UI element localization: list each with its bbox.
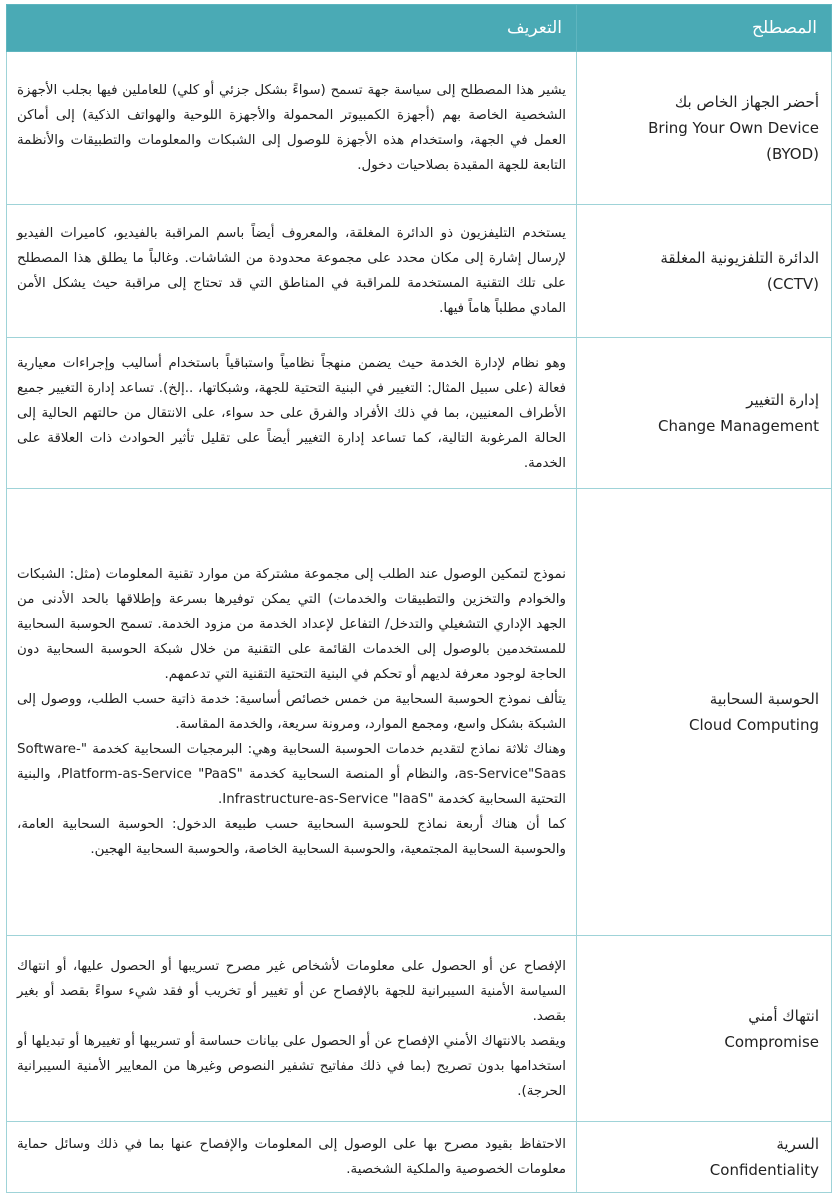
table-header-row: [7, 5, 832, 52]
term-english: Compromise: [724, 1032, 819, 1051]
term-abbreviation: (BYOD): [766, 145, 819, 163]
glossary-table: [6, 4, 832, 1193]
term-english: Cloud Computing: [689, 716, 819, 734]
term-arabic: انتهاك أمني: [748, 1006, 819, 1025]
term-english: Change Management: [657, 417, 819, 435]
table-row: [7, 936, 832, 1122]
definition-cell: [7, 489, 577, 936]
definition-paragraph: يستخدم التليفزيون ذو الدائرة المغلقة، والمعروف أيضاً باسم المراقبة بالفيديو، كاميرات الفيديو لإرسال إشارة إلى مكان محدد على مجموعة محدودة من الشاشات. وغالباً ما يطلق هذا المصطلح على تلك التقنية المستخدمة للمراقبة في المناطق التي قد تحتاج إلى مراقبة حيث يشكل الأمن المادي مطلباً هاماً فيها.: [17, 226, 566, 316]
term-cell: [577, 338, 832, 489]
definition-cell: [7, 1122, 577, 1193]
term-cell: [577, 52, 832, 205]
definition-paragraph: كما أن هناك أربعة نماذج للحوسبة السحابية حسب طبيعة الدخول: الحوسبة السحابية العامة، والحوسبة السحابية المجتمعية، والحوسبة السحابية الخاصة، والحوسبة السحابية الهجين.: [17, 817, 566, 857]
table-row: [7, 489, 832, 936]
definition-paragraph: الإفصاح عن أو الحصول على معلومات لأشخاص غير مصرح تسريبها أو الحصول عليها، أو انتهاك السياسة الأمنية السيبرانية للجهة بالإفصاح عن أو تغيير أو تخريب أو فقد شيء سواءً بقصد أو بغير بقصد.: [17, 958, 566, 1024]
definition-cell: [7, 205, 577, 338]
definition-paragraph: نموذج لتمكين الوصول عند الطلب إلى مجموعة مشتركة من موارد تقنية المعلومات (مثل: الشبكات والخوادم والتخزين والتطبيقات والخدمات) التي يمكن توفيرها بسرعة وإطلاقها بالحد الأدنى من الجهد الإداري التشغيلي والتدخل/ التفاعل لإعداد الخدمة من مزود الخدمة. تسمح الحوسبة السحابية للمستخدمين بالوصول إلى الخدمات القائمة على التقنية من خلال شبكة الحوسبة السحابية دون الحاجة لوجود معرفة لديهم أو تحكم في البنية التحتية التقنية التي تدعمهم.: [17, 567, 566, 682]
table-row: [7, 52, 832, 205]
term-cell: [577, 205, 832, 338]
term-cell: [577, 1122, 832, 1193]
term-cell: [577, 489, 832, 936]
table-row: [7, 1122, 832, 1193]
definition-paragraph: وهناك ثلاثة نماذج لتقديم خدمات الحوسبة السحابية وهي: البرمجيات السحابية كخدمة "Software-as-Service"Saas، والنظام أو المنصة السحابية كخدمة "Platform-as-Service "PaaS، والبنية التحتية السحابية كخدمة "Infrastructure-as-Service "IaaS.: [17, 742, 567, 807]
definition-cell: [7, 936, 577, 1122]
definition-paragraph: الاحتفاظ بقيود مصرح بها على الوصول إلى المعلومات والإفصاح عنها بما في ذلك وسائل حماية معلومات الخصوصية والملكية الشخصية.: [17, 1137, 566, 1177]
term-arabic: إدارة التغيير: [746, 391, 819, 409]
definition-column-header: التعريف: [7, 5, 577, 52]
table-row: [7, 205, 832, 338]
glossary-page: [0, 4, 832, 1204]
term-arabic: السرية: [776, 1135, 819, 1153]
term-arabic: أحضر الجهاز الخاص بك: [674, 93, 819, 111]
term-arabic: الدائرة التلفزيونية المغلقة: [660, 249, 819, 267]
term-column-header: المصطلح: [577, 5, 832, 52]
definition-cell: [7, 52, 577, 205]
term-english: Confidentiality: [709, 1161, 819, 1179]
term-cell: [577, 936, 832, 1122]
table-row: [7, 338, 832, 489]
term-arabic: الحوسبة السحابية: [709, 690, 819, 708]
term-english: Bring Your Own Device: [648, 119, 819, 137]
definition-paragraph: يشير هذا المصطلح إلى سياسة جهة تسمح (سواءً بشكل جزئي أو كلي) للعاملين فيها بجلب الأجهزة الشخصية الخاصة بهم (أجهزة الكمبيوتر المحمولة والأجهزة اللوحية والهواتف الذكية) إلى أماكن العمل في الجهة، واستخدام هذه الأجهزة للوصول إلى الشبكات والمعلومات والتطبيقات والأنظمة التابعة للجهة المقيدة بصلاحيات دخول.: [17, 83, 566, 173]
term-abbreviation: (CCTV): [766, 275, 819, 293]
definition-paragraph: يتألف نموذج الحوسبة السحابية من خمس خصائص أساسية: خدمة ذاتية حسب الطلب، ووصول إلى الشبكة بشكل واسع، ومجمع الموارد، ومرونة سريعة، والخدمة المقاسة.: [17, 692, 566, 732]
definition-paragraph: وهو نظام لإدارة الخدمة حيث يضمن منهجاً نظامياً واستباقياً باستخدام أساليب وإجراءات معيارية فعالة (على سبيل المثال: التغيير في البنية التحتية للجهة، وشبكاتها، ..إلخ). تساعد إدارة التغيير جميع الأطراف المعنيين، بما في ذلك الأفراد والفرق على حد سواء، على الانتقال من حالتهم الحالية إلى الحالة المرغوبة التالية، كما تساعد إدارة التغيير أيضاً على تقليل تأثير الحوادث ذات العلاقة على الخدمة.: [17, 355, 566, 471]
definition-cell: [7, 338, 577, 489]
definition-paragraph: ويقصد بالانتهاك الأمني الإفصاح عن أو الحصول على بيانات حساسة أو تسريبها أو تغييرها أو تبديلها أو استخدامها بدون تصريح (بما في ذلك مفاتيح تشفير النصوص وغيرها من المعايير الأمنية السيبرانية الحرجة).: [17, 1033, 566, 1099]
